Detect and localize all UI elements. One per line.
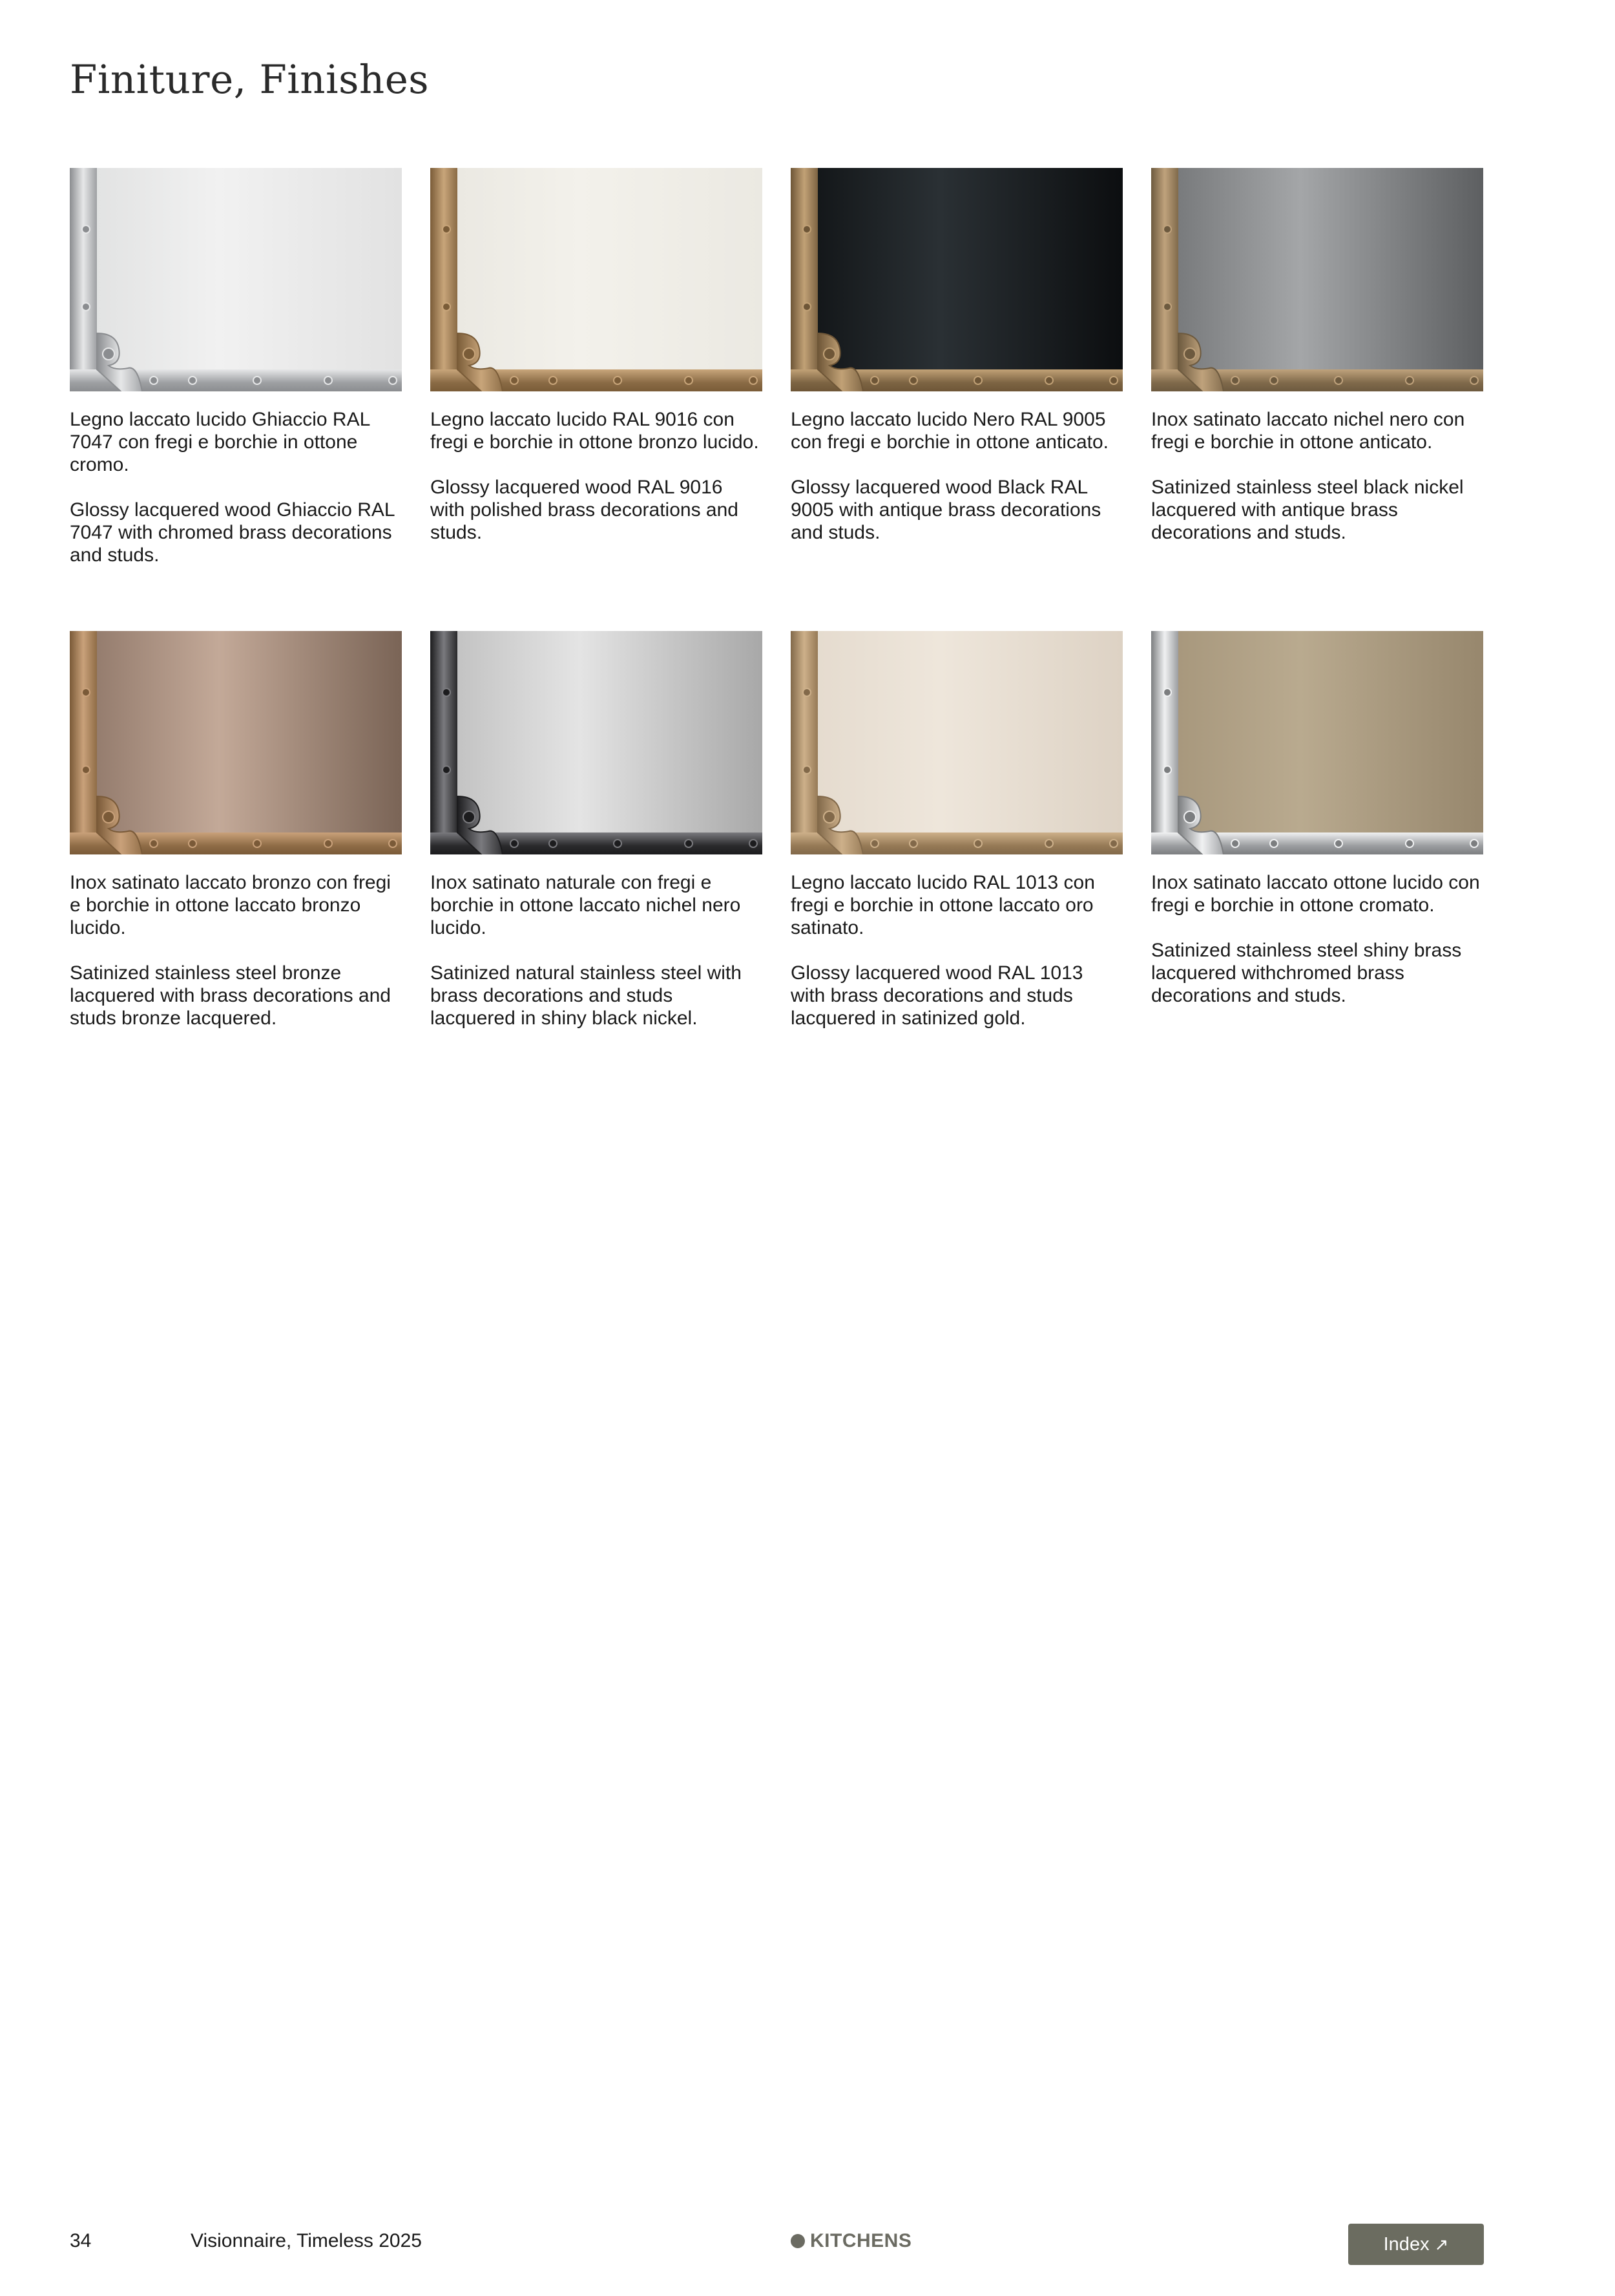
finish-description-italian: Inox satinato laccato nichel nero con fregi e borchie in ottone anticato. (1151, 409, 1465, 453)
finish-swatch-image (430, 631, 762, 854)
finish-card (70, 631, 402, 1029)
finish-description-english: Satinized stainless steel black nickel lacquered with antique brass decorations and studs. (1151, 477, 1464, 543)
section-label (791, 2229, 912, 2253)
finish-swatch-image (70, 168, 402, 391)
index-label: Index (1383, 2233, 1430, 2255)
arrow-up-right-icon: ↗ (1434, 2234, 1449, 2254)
finish-description-english: Satinized stainless steel shiny brass lacquered withchromed brass decorations and studs. (1151, 940, 1462, 1006)
finish-description-italian: Legno laccato lucido RAL 9016 con fregi e borchie in ottone bronzo lucido. (430, 409, 759, 453)
finish-card (1151, 168, 1483, 544)
finish-card (1151, 631, 1483, 1007)
page-number: 34 (70, 2230, 92, 2251)
section-dot-icon (791, 2234, 805, 2248)
finish-description-italian: Legno laccato lucido RAL 1013 con fregi e borchie in ottone laccato oro satinato. (791, 872, 1095, 938)
finish-swatch-image (791, 168, 1123, 391)
section-name: KITCHENS (810, 2230, 912, 2251)
finish-description-english: Satinized stainless steel bronze lacquered with brass decorations and studs bronze lacquered. (70, 962, 391, 1029)
finish-card (791, 168, 1123, 544)
finish-card (430, 168, 762, 544)
finish-description-italian: Inox satinato naturale con fregi e borchie in ottone laccato nichel nero lucido. (430, 872, 741, 938)
finish-swatch-image (791, 631, 1123, 854)
finish-description-italian: Legno laccato lucido Ghiaccio RAL 7047 con fregi e borchie in ottone cromo. (70, 409, 370, 475)
finish-description-italian: Inox satinato laccato ottone lucido con fregi e borchie in ottone cromato. (1151, 872, 1480, 916)
index-button[interactable] (1348, 2224, 1484, 2265)
finish-description-english: Glossy lacquered wood RAL 9016 with polished brass decorations and studs. (430, 477, 738, 543)
finish-swatch-image (70, 631, 402, 854)
finish-description-italian: Inox satinato laccato bronzo con fregi e borchie in ottone laccato bronzo lucido. (70, 872, 391, 938)
finish-description-italian: Legno laccato lucido Nero RAL 9005 con fregi e borchie in ottone anticato. (791, 409, 1109, 453)
publication-title: Visionnaire, Timeless 2025 (191, 2230, 422, 2251)
finish-swatch-image (1151, 631, 1483, 854)
finish-card (70, 168, 402, 566)
finish-card (430, 631, 762, 1029)
finish-swatch-image (1151, 168, 1483, 391)
finish-description-english: Satinized natural stainless steel with brass decorations and studs lacquered in shiny black nickel. (430, 962, 742, 1029)
finish-description-english: Glossy lacquered wood RAL 1013 with brass decorations and studs lacquered in satinized gold. (791, 962, 1083, 1029)
finish-description-english: Glossy lacquered wood Ghiaccio RAL 7047 with chromed brass decorations and studs. (70, 499, 395, 566)
finish-description-english: Glossy lacquered wood Black RAL 9005 with antique brass decorations and studs. (791, 477, 1101, 543)
finish-card (791, 631, 1123, 1029)
finish-swatch-image (430, 168, 762, 391)
page-title: Finiture, Finishes (70, 57, 430, 103)
